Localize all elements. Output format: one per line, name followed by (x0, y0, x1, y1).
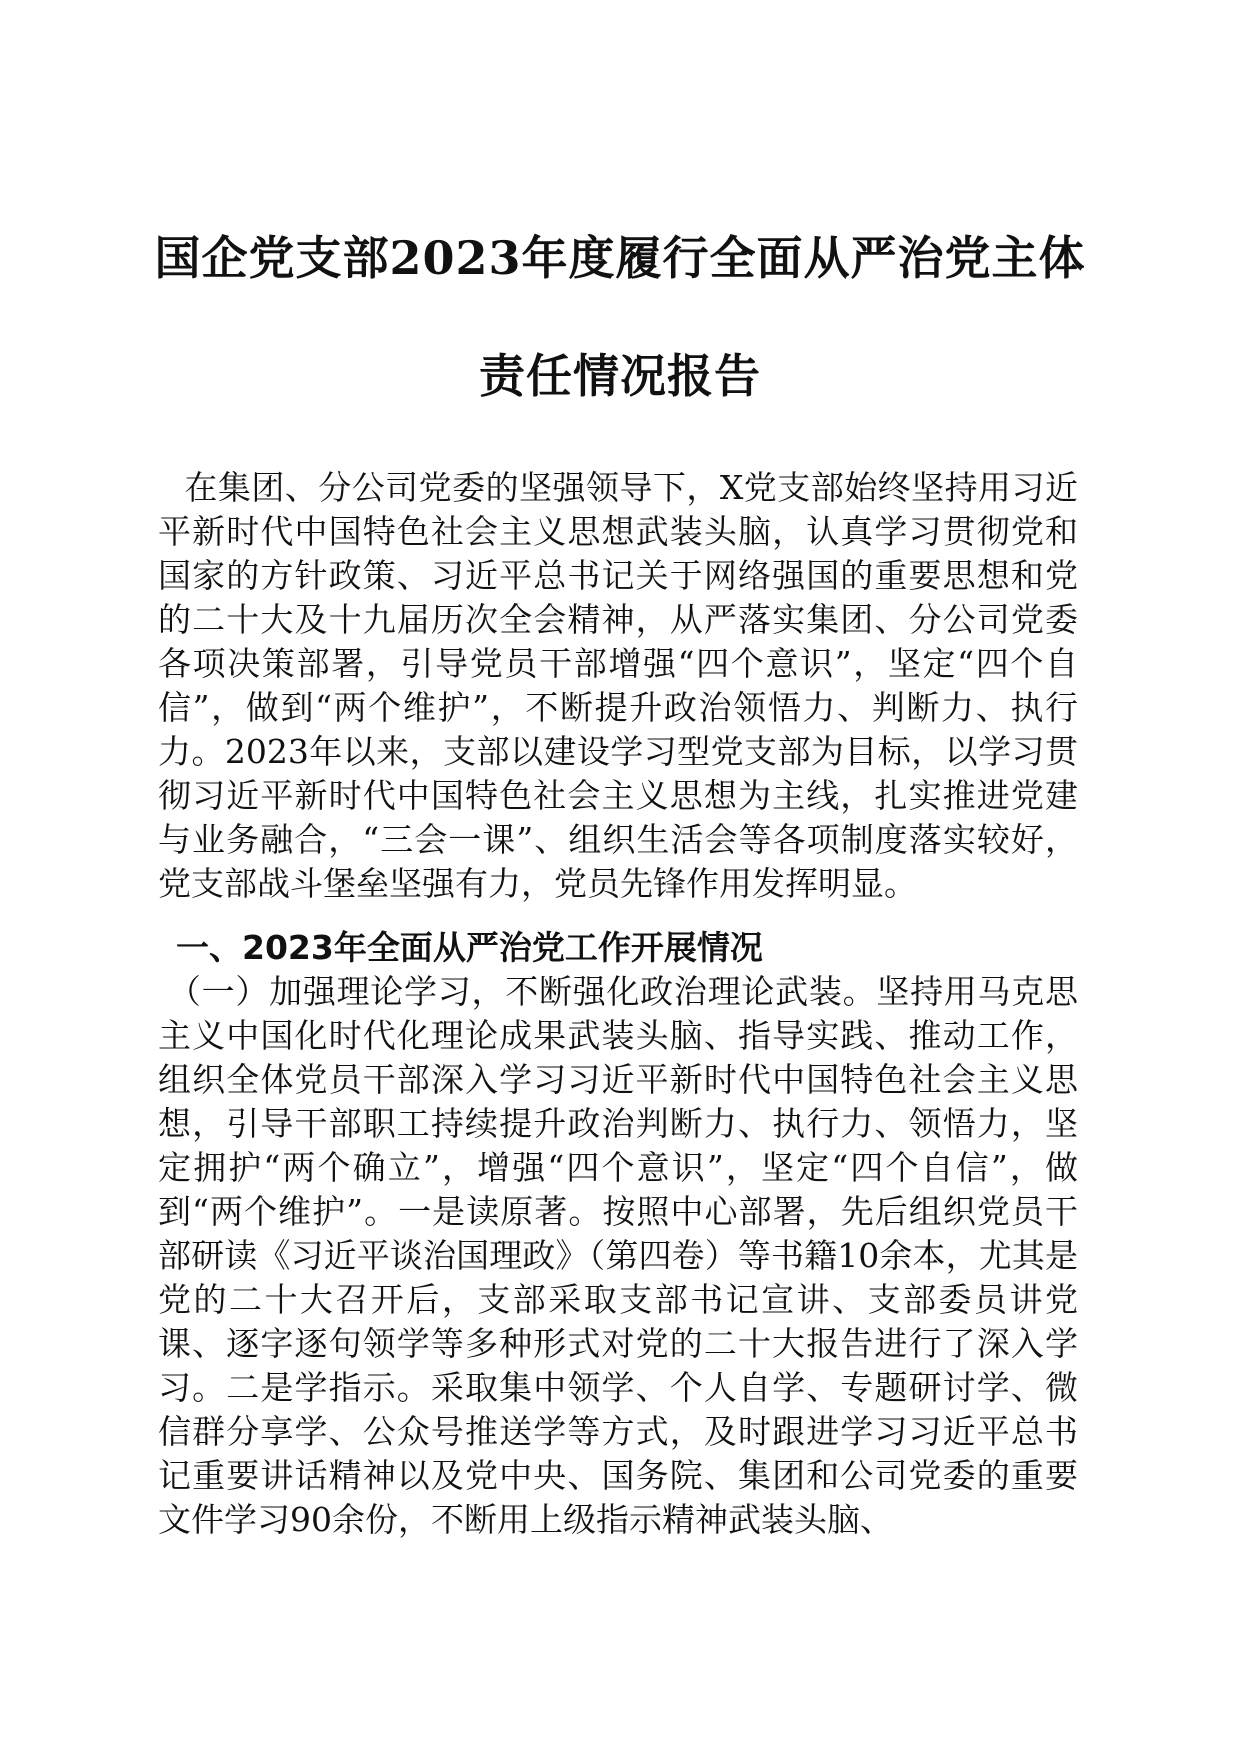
intro-paragraph: 在集团、分公司党委的坚强领导下，X党支部始终坚持用习近平新时代中国特色社会主义思想武装头脑，认真学习贯彻党和国家的方针政策、习近平总书记关于网络强国的重要思想和党的二十大及十九届历次全会精神，从严落实集团、分公司党委各项决策部署，引导党员干部增强“四个意识”，坚定“四个自信”，做到“两个维护”，不断提升政治领悟力、判断力、执行力。2023年以来，支部以建设学习型党支部为目标，以学习贯彻习近平新时代中国特色社会主义思想为主线，扎实推进党建与业务融合，“三会一课”、组织生活会等各项制度落实较好，党支部战斗堡垒坚强有力，党员先锋作用发挥明显。 (158, 468, 1078, 903)
subsection-lead: （一）加强理论学习，不断强化政治理论武装。 (167, 972, 877, 1011)
section-heading-1: 一、2023年全面从严治党工作开展情况 (176, 928, 763, 967)
subsection-body: 坚持用马克思主义中国化时代化理论成果武装头脑、指导实践、推动工作，组织全体党员干部深入学习习近平新时代中国特色社会主义思想，引导干部职工持续提升政治判断力、执行力、领悟力，坚定拥护“两个确立”，增强“四个意识”，坚定“四个自信”，做到“两个维护”。一是读原著。按照中心部署，先后组织党员干部研读《习近平谈治国理政》（第四卷）等书籍10余本，尤其是党的二十大召开后，支部采取支部书记宣讲、支部委员讲党课、逐字逐句领学等多种形式对党的二十大报告进行了深入学习。二是学指示。采取集中领学、个人自学、专题研讨学、微信群分享学、公众号推送学等方式，及时跟进学习习近平总书记重要讲话精神以及党中央、国务院、集团和公司党委的重要文件学习90余份，不断用上级指示精神武装头脑、 (158, 972, 1079, 1539)
section-1-paragraph (158, 970, 1078, 1542)
document-title-line-2: 责任情况报告 (479, 349, 761, 403)
document-title-line-1: 国企党支部2023年度履行全面从严治党主体 (154, 231, 1086, 285)
